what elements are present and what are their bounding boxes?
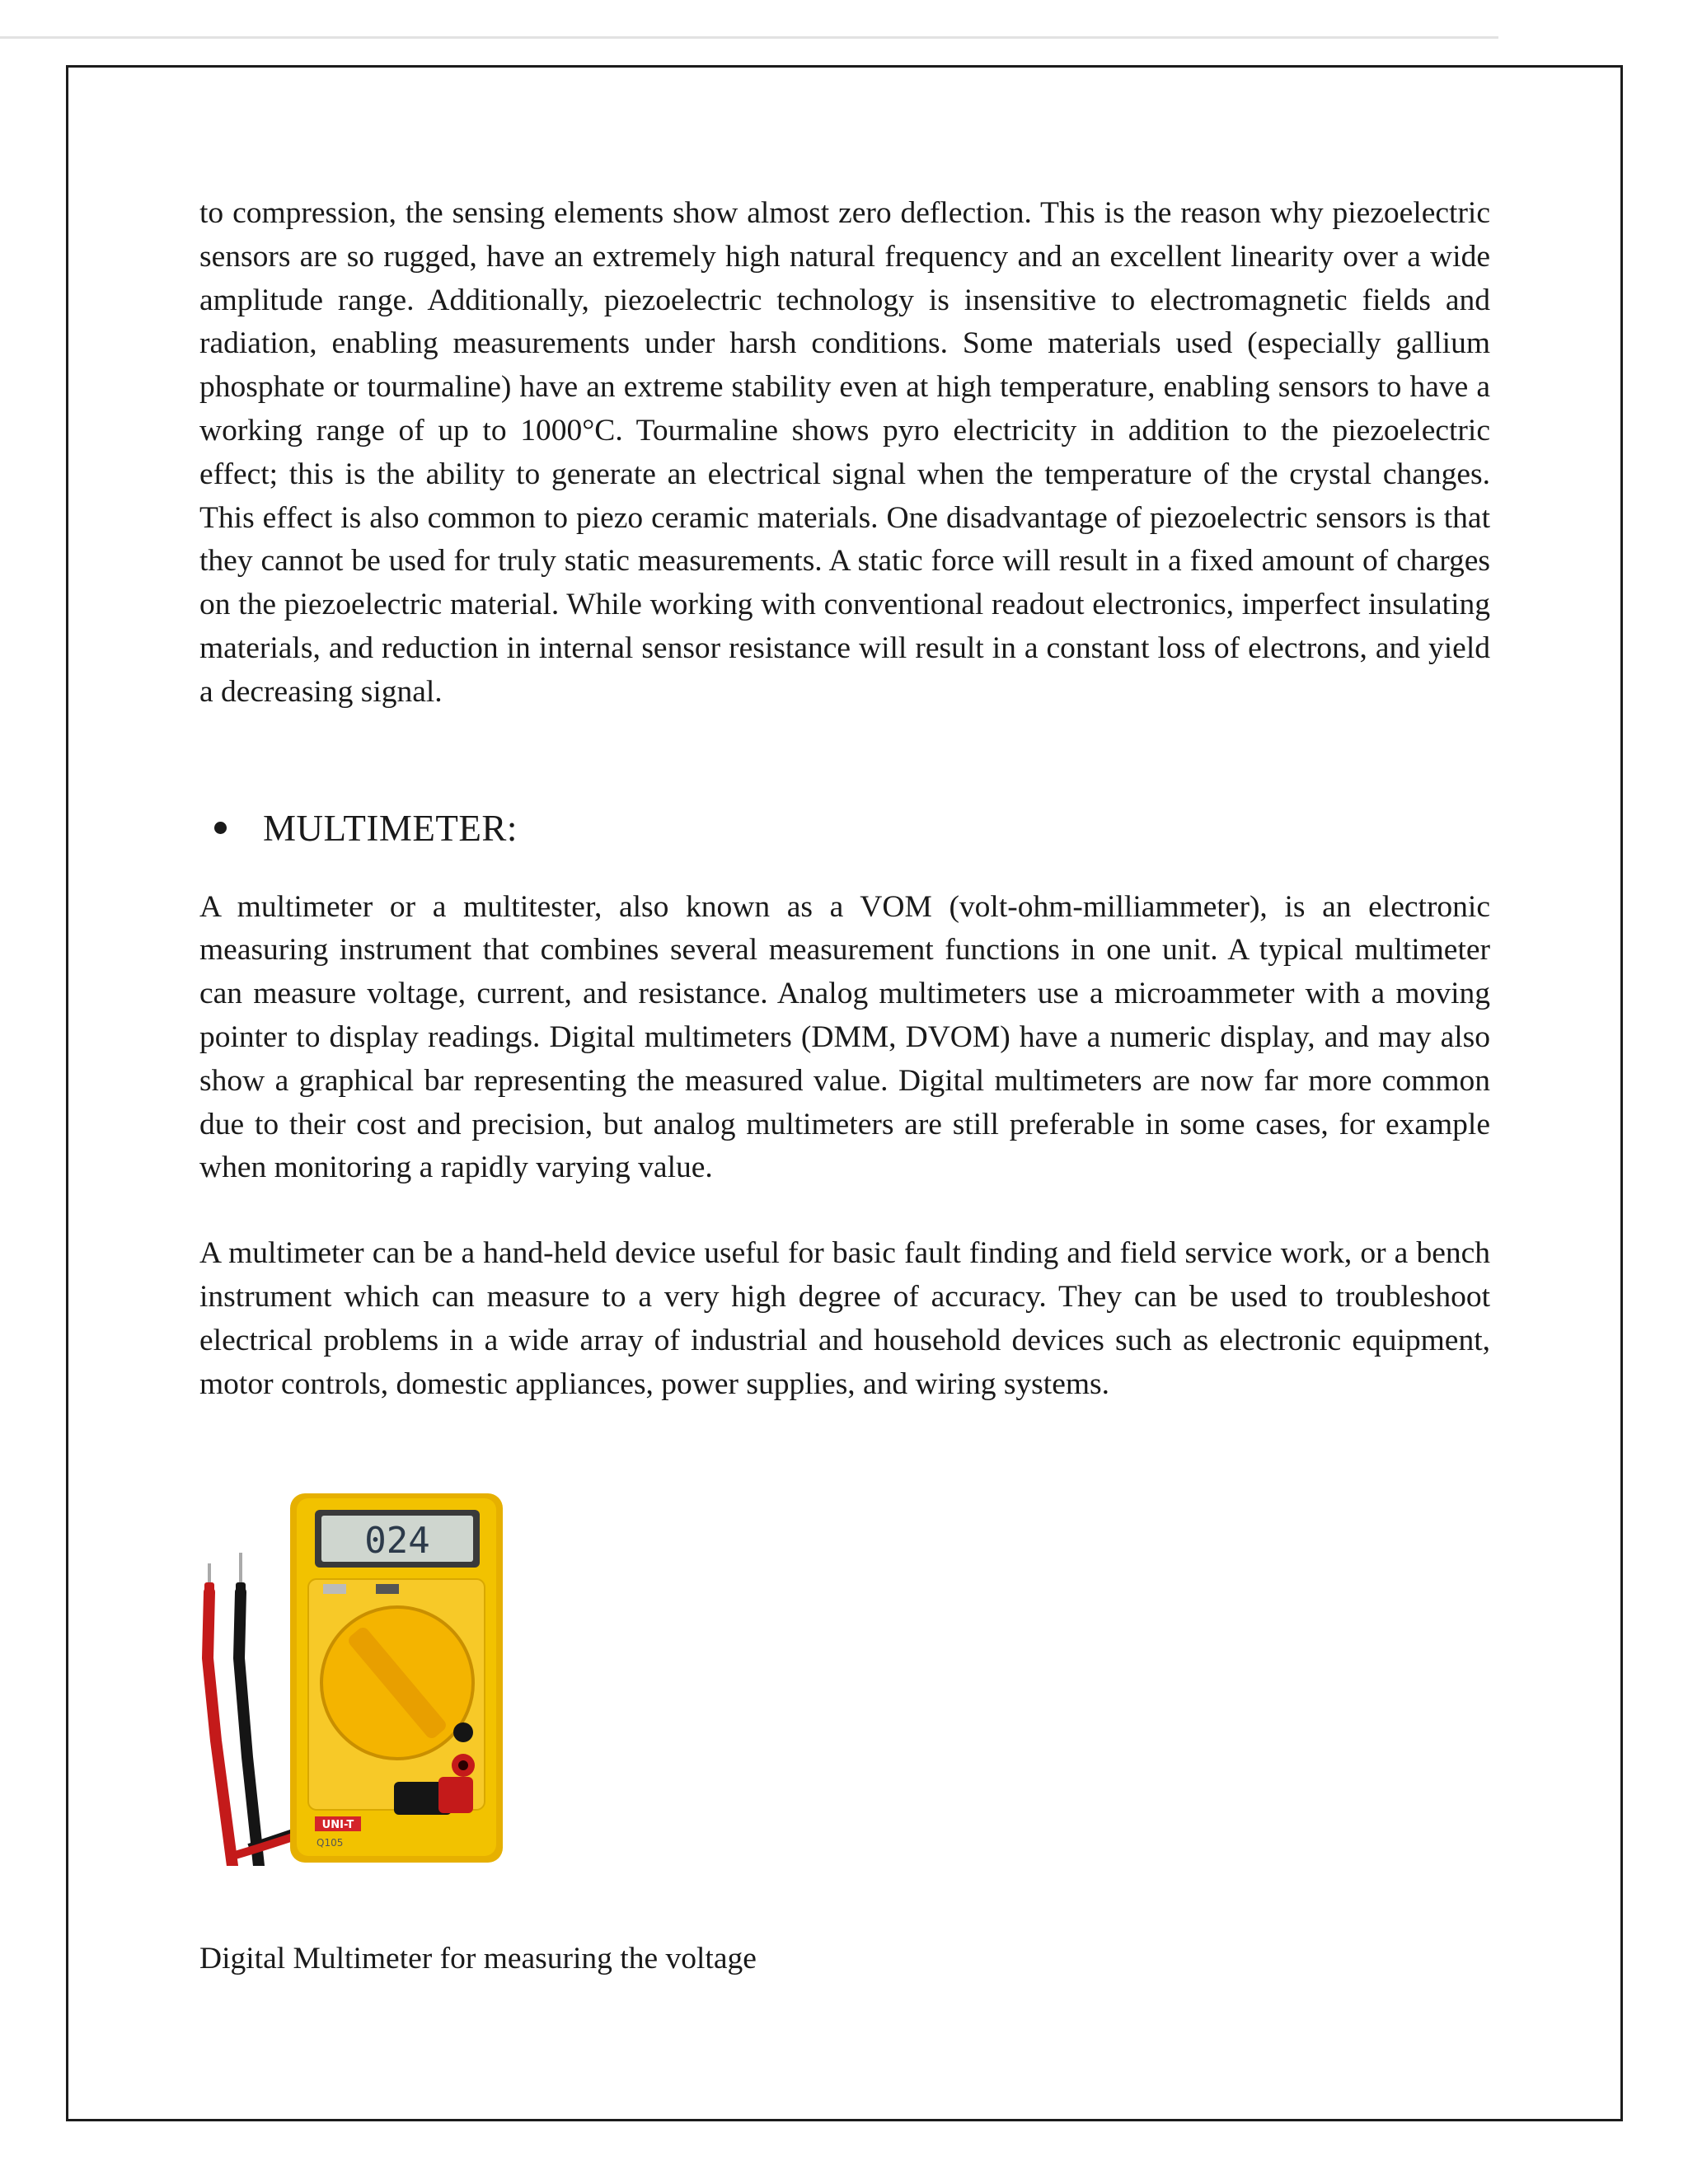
paragraph-multimeter-usage: A multimeter can be a hand-held device useful for basic fault finding and field service work, or a bench instrument which can measure to a very high degree of accuracy. They can be used to troubleshoot electrical problems in a wide array of industrial and household devices such as electronic equipment, motor controls, domestic appliances, power supplies, and wiring systems. — [199, 1236, 1490, 1401]
meter-body — [290, 1493, 503, 1863]
bullet-icon — [214, 822, 227, 834]
top-rule — [0, 36, 1498, 39]
heading-multimeter: MULTIMETER: — [263, 807, 518, 849]
digital-multimeter-photo — [199, 1493, 506, 1866]
section-heading — [199, 804, 1490, 853]
figure-caption: Digital Multimeter for measuring the voltage — [199, 1942, 757, 1975]
multimeter-figure — [199, 1493, 506, 1866]
paragraph-piezoelectric: to compression, the sensing elements show almost zero deflection. This is the reason why piezoelectric sensors are so rugged, have an extremely high natural frequency and an excellent linearity over a wide amplitude range. Additionally, piezoelectric technology is insensitive to electromagnetic fields and radiation, enabling measurements under harsh conditions. Some materials used (especially gallium phosphate or tourmaline) have an extreme stability even at high temperature, enabling sensors to have a working range of up to 1000°C. Tourmaline shows pyro electricity in addition to the piezoelectric effect; this is the ability to generate an electrical signal when the temperature of the crystal changes. This effect is also common to piezo ceramic materials. One disadvantage of piezoelectric sensors is that they cannot be used for truly static measurements. A static force will result in a fixed amount of charges on the piezoelectric material. While working with conventional readout electronics, imperfect insulating materials, and reduction in internal sensor resistance will result in a constant loss of electrons, and yield a decreasing signal. — [199, 196, 1490, 709]
brand-label: UNI-T — [321, 1819, 354, 1831]
model-label: Q105 — [316, 1837, 344, 1849]
page-content — [199, 192, 1490, 1406]
paragraph-multimeter-definition: A multimeter or a multitester, also known as a VOM (volt-ohm-milliammeter), is an electronic measuring instrument that combines several measurement functions in one unit. A typical multimeter can measure voltage, current, and resistance. Analog multimeters use a microammeter with a moving pointer to display readings. Digital multimeters (DMM, DVOM) have a numeric display, and may also show a graphical bar representing the measured value. Digital multimeters are now far more common due to their cost and precision, but analog multimeters are still preferable in some cases, for example when monitoring a rapidly varying value. — [199, 889, 1490, 1185]
lcd-reading: 024 — [364, 1520, 430, 1562]
